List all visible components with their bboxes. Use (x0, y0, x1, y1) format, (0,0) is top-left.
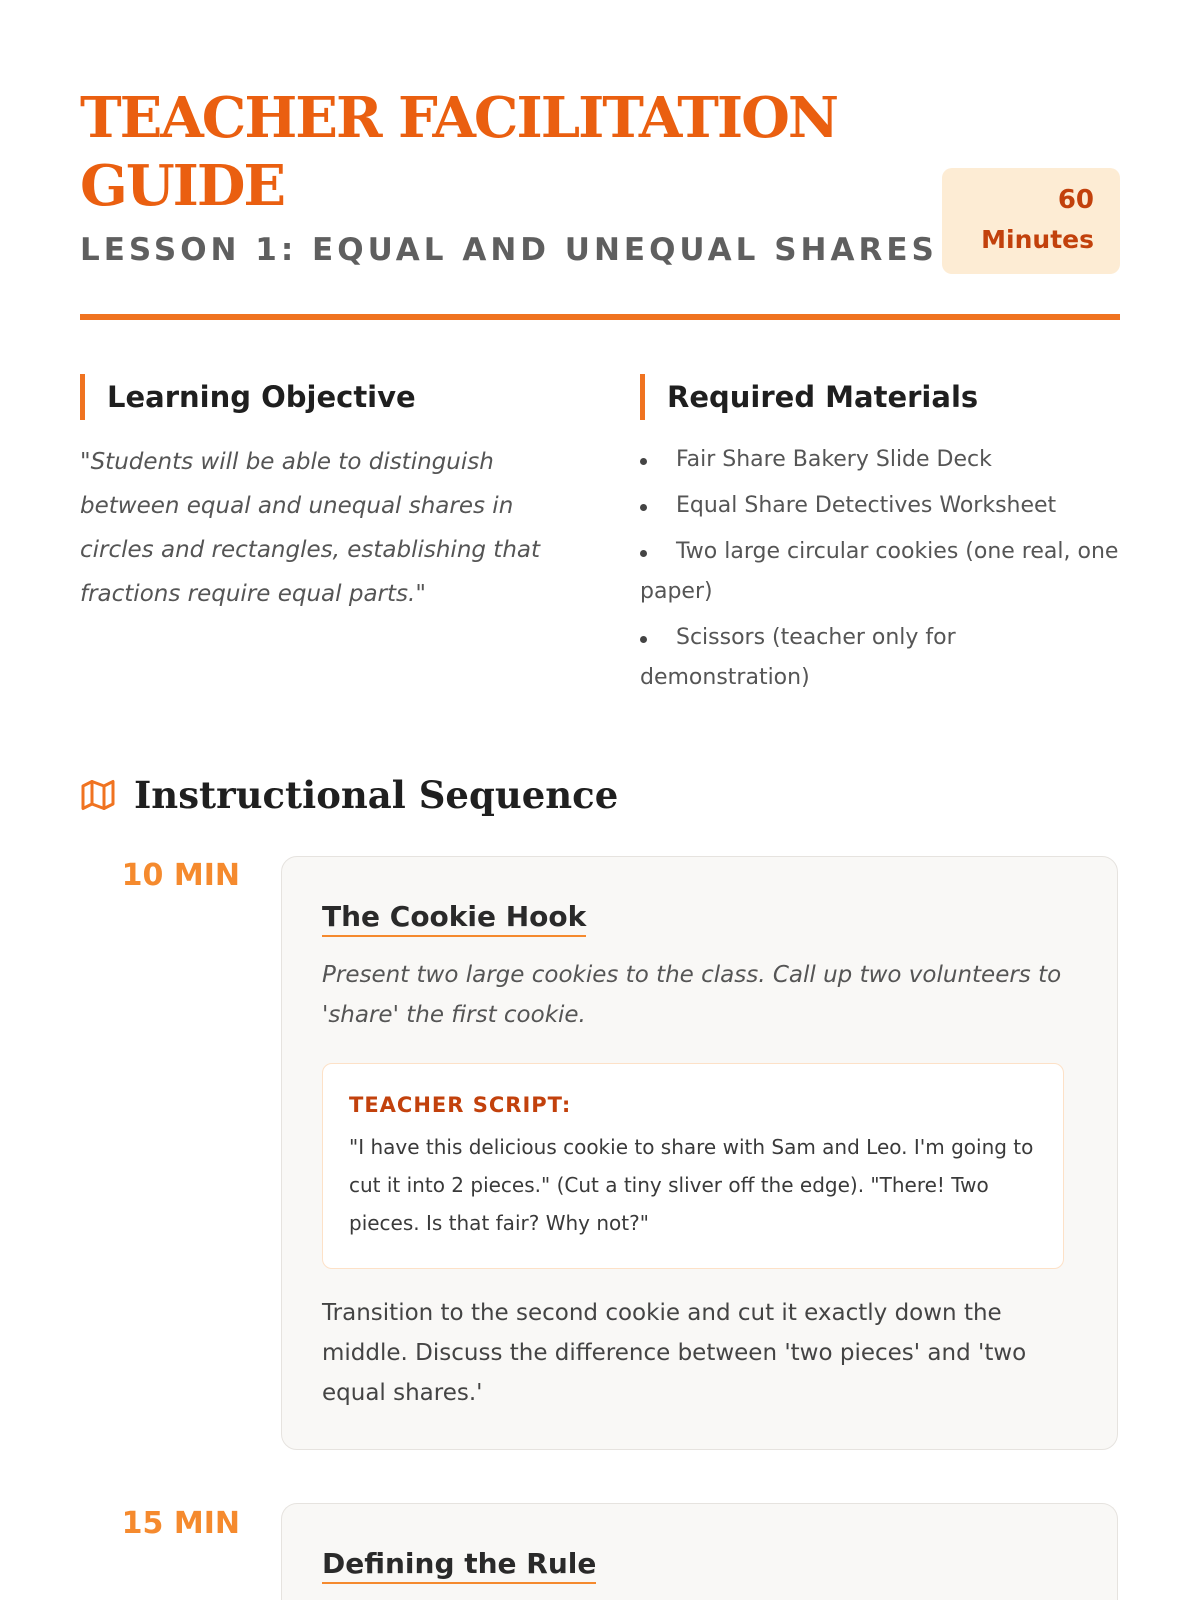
objective-heading: Learning Objective (80, 374, 416, 420)
step-intro: Present two large cookies to the class. Call up two volunteers to 'share' the first cookie. (322, 962, 1062, 1028)
map-icon (80, 777, 116, 813)
sequence-heading (80, 770, 618, 820)
teacher-script-label: TEACHER SCRIPT: (349, 1093, 572, 1117)
guide-header (80, 84, 1120, 320)
materials-heading: Required Materials (640, 374, 978, 420)
teacher-script-text: "I have this delicious cookie to share with Sam and Leo. I'm going to cut it into 2 pieces." (Cut a tiny sliver off the edge). "There! Two pieces. Is that fair? Why not?" (349, 1135, 1034, 1235)
step-time: 15 MIN (121, 1506, 240, 1541)
step-card (281, 856, 1118, 1450)
material-item: Two large circular cookies (one real, one paper) (640, 532, 1120, 612)
teacher-script-box (322, 1063, 1064, 1269)
lesson-subtitle: LESSON 1: EQUAL AND UNEQUAL SHARES (80, 232, 938, 268)
materials-list (640, 440, 1120, 704)
header-divider (80, 314, 1120, 320)
step-title: The Cookie Hook (322, 899, 586, 937)
sequence-heading-label: Instructional Sequence (134, 773, 619, 817)
material-item: Scissors (teacher only for demonstration) (640, 618, 1120, 698)
guide-page (80, 0, 1120, 1600)
duration-unit: Minutes (981, 225, 1094, 254)
step-time: 10 MIN (121, 858, 240, 893)
material-item: Fair Share Bakery Slide Deck (640, 440, 1120, 480)
objective-text: "Students will be able to distinguish between equal and unequal shares in circles and rectangles, establishing that fractions require equal parts." (80, 449, 541, 607)
material-item: Equal Share Detectives Worksheet (640, 486, 1120, 526)
step-outro: Transition to the second cookie and cut it exactly down the middle. Discuss the difference between 'two pieces' and 'two equal shares.' (322, 1300, 1027, 1406)
step-card (281, 1503, 1118, 1600)
step-title: Defining the Rule (322, 1546, 596, 1584)
page-title: TEACHER FACILITATION GUIDE (80, 85, 838, 219)
duration-value: 60 (1057, 185, 1094, 215)
duration-badge (942, 168, 1120, 274)
